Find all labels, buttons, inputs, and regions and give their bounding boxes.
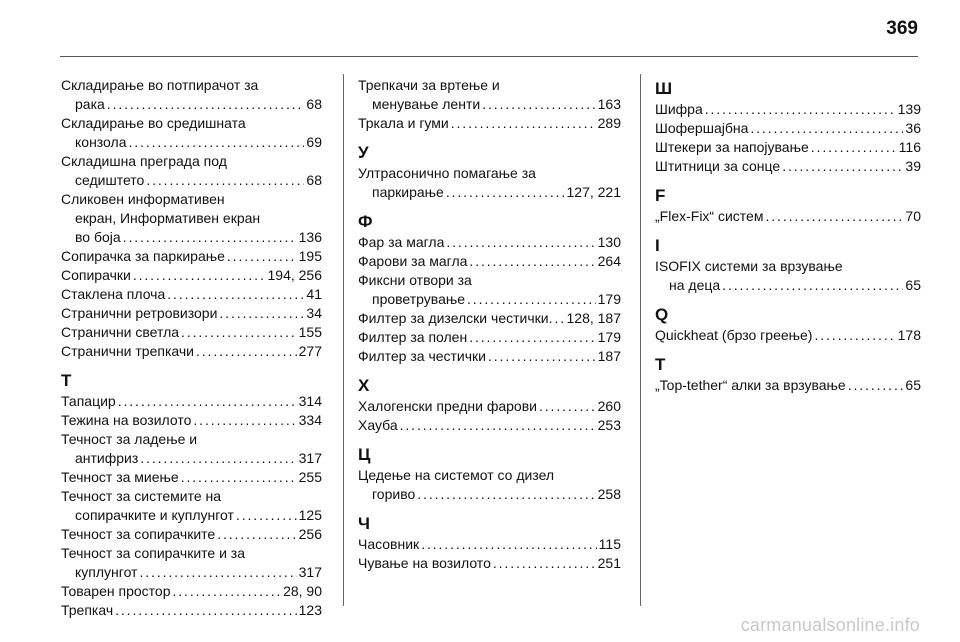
entry-final-line <box>61 468 322 487</box>
entry-text: Тапацир <box>61 393 116 409</box>
page-reference: 163 <box>597 96 621 112</box>
page-reference: 65 <box>905 377 921 393</box>
page-reference: 251 <box>597 555 621 571</box>
dot-leader <box>848 376 904 395</box>
dot-leader <box>167 285 304 304</box>
entry-final-line <box>61 285 322 304</box>
entry-text: конзола <box>75 134 127 150</box>
dot-leader <box>146 171 304 190</box>
dot-leader <box>451 114 596 133</box>
index-entry <box>358 466 621 504</box>
dot-leader <box>140 449 296 468</box>
section-letter: Ш <box>655 79 673 98</box>
entry-text: ISOFIX системи за врзување <box>655 258 843 274</box>
entry-text: Трепкач <box>61 602 114 618</box>
index-entry <box>61 247 322 266</box>
entry-final-line <box>61 563 322 582</box>
page-reference: 65 <box>905 277 921 293</box>
index-entry <box>358 347 621 366</box>
index-entry <box>655 207 921 226</box>
page-reference: 115 <box>598 536 621 552</box>
index-entry <box>358 397 621 416</box>
dot-leader <box>115 601 297 620</box>
section-letter: Х <box>358 376 370 395</box>
entry-final-line <box>61 304 322 323</box>
entry-final-line <box>358 485 621 504</box>
entry-text: Фиксни отвори за <box>358 272 472 288</box>
index-entry <box>61 544 322 582</box>
page-reference: 277 <box>298 343 322 359</box>
entry-final-line <box>61 95 322 114</box>
watermark: carmanualsonline.info <box>740 615 920 635</box>
entry-final-line <box>61 506 322 525</box>
page-reference: 260 <box>597 398 621 414</box>
page-reference: 314 <box>298 393 322 409</box>
dot-leader <box>129 133 305 152</box>
entry-text: Товарен простор <box>61 583 171 599</box>
index-entry <box>61 430 322 468</box>
page-reference: 130 <box>597 234 621 250</box>
entry-final-line <box>358 554 621 573</box>
entry-text: Цедење на системот со дизел <box>358 467 555 483</box>
page-reference: 317 <box>298 564 322 580</box>
entry-text: Шофершајбна <box>655 120 749 136</box>
entry-final-line <box>655 207 921 226</box>
entry-text: Сопирачка за паркирање <box>61 248 225 264</box>
index-entry <box>61 392 322 411</box>
page-reference: 69 <box>306 134 322 150</box>
header-rule <box>60 56 918 57</box>
dot-leader <box>217 525 296 544</box>
entry-text: Стаклена плоча <box>61 286 166 302</box>
entry-final-line <box>61 228 322 247</box>
entry-text: Хауба <box>358 417 398 433</box>
entry-text: Течност за миење <box>61 469 179 485</box>
index-entry <box>655 326 921 345</box>
entry-text: седиштето <box>75 172 145 188</box>
entry-final-line <box>358 290 621 309</box>
entry-text: Филтер за полен <box>358 329 468 345</box>
page-reference: 187 <box>597 348 621 364</box>
page-reference: 28, 90 <box>283 583 322 599</box>
dot-leader <box>705 100 896 119</box>
entry-text: гориво <box>372 486 416 502</box>
entry-final-line <box>61 266 322 285</box>
index-entry <box>61 487 322 525</box>
entry-text: Странични трепкачи <box>61 343 194 359</box>
index-column-2 <box>358 76 621 573</box>
dot-leader <box>107 95 305 114</box>
entry-text: Шифра <box>655 101 703 117</box>
dot-leader <box>467 290 596 309</box>
entry-final-line <box>358 114 621 133</box>
entry-final-line <box>358 347 621 366</box>
entry-text: сопирачките и куплунгот <box>75 507 234 523</box>
section-letter: F <box>655 186 666 205</box>
index-entry <box>61 582 322 601</box>
dot-leader <box>446 233 595 252</box>
entry-text: Сопирачки <box>61 267 131 283</box>
page-reference: 334 <box>298 412 322 428</box>
page-reference: 179 <box>597 291 621 307</box>
page-reference: 70 <box>905 208 921 224</box>
dot-leader <box>133 266 266 285</box>
section-letter: Q <box>655 305 669 324</box>
section-letter: Ф <box>358 212 373 231</box>
dot-leader <box>219 304 304 323</box>
page-reference: 39 <box>905 158 921 174</box>
dot-leader <box>400 416 596 435</box>
index-entry <box>358 554 621 573</box>
index-entry <box>358 114 621 133</box>
dot-leader <box>811 138 897 157</box>
dot-leader <box>469 252 595 271</box>
entry-text: Часовник <box>358 536 420 552</box>
entry-final-line <box>61 392 322 411</box>
index-entry <box>61 468 322 487</box>
entry-text: антифриз <box>75 450 139 466</box>
dot-leader <box>488 347 596 366</box>
page-reference: 253 <box>597 417 621 433</box>
page-reference: 256 <box>298 526 322 542</box>
column-divider <box>343 74 344 606</box>
entry-final-line <box>358 252 621 271</box>
index-entry <box>61 342 322 361</box>
section-letter: Ц <box>358 445 371 464</box>
entry-text: на деца <box>669 277 721 293</box>
index-entry <box>61 114 322 152</box>
entry-final-line <box>61 525 322 544</box>
entry-final-line <box>358 535 621 554</box>
index-entry <box>655 376 921 395</box>
index-entry <box>358 233 621 252</box>
entry-text: Чување на возилото <box>358 555 491 571</box>
entry-final-line <box>358 233 621 252</box>
index-entry <box>655 100 921 119</box>
index-entry <box>358 76 621 114</box>
dot-leader <box>554 309 564 328</box>
page-reference: 136 <box>298 229 322 245</box>
index-entry <box>655 157 921 176</box>
entry-text: Ултрасонично помагање за <box>358 165 536 181</box>
dot-leader <box>227 247 297 266</box>
dot-leader <box>750 119 903 138</box>
dot-leader <box>782 157 903 176</box>
page-reference: 41 <box>306 286 322 302</box>
page-reference: 116 <box>898 139 921 155</box>
page-reference: 125 <box>298 507 322 523</box>
entry-text: Течност за ладење и <box>61 431 198 447</box>
entry-text: Трепкачи за вртење и <box>358 77 500 93</box>
page-reference: 127, 221 <box>566 184 621 200</box>
dot-leader <box>765 207 903 226</box>
index-entry <box>655 257 921 295</box>
dot-leader <box>181 323 297 342</box>
dot-leader <box>139 563 296 582</box>
entry-final-line <box>655 119 921 138</box>
entry-text: екран, Информативен екран <box>75 210 261 226</box>
entry-final-line <box>61 582 322 601</box>
page-reference: 194, 256 <box>267 267 322 283</box>
entry-text: куплунгот <box>75 564 138 580</box>
page-reference: 155 <box>298 324 322 340</box>
entry-text: во боја <box>75 229 121 245</box>
entry-text: Течност за сопирачките <box>61 526 216 542</box>
index-entry <box>358 535 621 554</box>
entry-text: Филтер за честички <box>358 348 486 364</box>
section-letter: Ч <box>358 514 370 533</box>
page-number: 369 <box>886 18 918 39</box>
page-reference: 68 <box>306 96 322 112</box>
page-reference: 195 <box>298 248 322 264</box>
entry-final-line <box>61 247 322 266</box>
index-entry <box>61 152 322 190</box>
index-column-1 <box>61 76 322 620</box>
dot-leader <box>193 411 296 430</box>
page-reference: 139 <box>897 101 921 117</box>
page-reference: 258 <box>597 486 621 502</box>
index-entry <box>358 271 621 309</box>
index-entry <box>358 164 621 202</box>
section-letter: У <box>358 143 369 162</box>
entry-final-line <box>61 133 322 152</box>
page-reference: 255 <box>298 469 322 485</box>
entry-final-line <box>655 376 921 395</box>
dot-leader <box>539 397 596 416</box>
index-entry <box>61 266 322 285</box>
section-letter: I <box>655 236 660 255</box>
index-entry <box>61 411 322 430</box>
page-reference: 34 <box>306 305 322 321</box>
entry-final-line <box>61 342 322 361</box>
entry-text: „Flex-Fix“ систем <box>655 208 764 224</box>
entry-text: Складишна преграда под <box>61 153 227 169</box>
entry-final-line <box>61 411 322 430</box>
entry-final-line <box>655 100 921 119</box>
dot-leader <box>421 535 596 554</box>
entry-text: Тежина на возилото <box>61 412 192 428</box>
entry-final-line <box>358 328 621 347</box>
page-reference: 36 <box>905 120 921 136</box>
entry-text: Складирање во потпирачот за <box>61 77 259 93</box>
index-entry <box>61 601 322 620</box>
entry-text: Течност за системите на <box>61 488 222 504</box>
index-column-3 <box>655 76 921 395</box>
entry-text: Халогенски предни фарови <box>358 398 537 414</box>
dot-leader <box>417 485 595 504</box>
index-entry <box>358 309 621 328</box>
entry-final-line <box>358 95 621 114</box>
entry-final-line <box>358 309 621 328</box>
entry-text: Сликовен информативен <box>61 191 225 207</box>
dot-leader <box>196 342 297 361</box>
entry-text: Штекери за напојување <box>655 139 809 155</box>
entry-final-line <box>61 449 322 468</box>
entry-final-line <box>61 171 322 190</box>
entry-text: Тркала и гуми <box>358 115 449 131</box>
section-letter: T <box>655 355 666 374</box>
dot-leader <box>181 468 297 487</box>
entry-final-line <box>358 416 621 435</box>
entry-text: Штитници за сонце <box>655 158 781 174</box>
index-entry <box>358 252 621 271</box>
dot-leader <box>493 554 596 573</box>
page-reference: 68 <box>306 172 322 188</box>
index-entry <box>358 328 621 347</box>
dot-leader <box>172 582 281 601</box>
section-letter: Т <box>61 371 72 390</box>
entry-final-line <box>655 276 921 295</box>
index-entry <box>61 76 322 114</box>
page-reference: 128, 187 <box>566 310 621 326</box>
dot-leader <box>722 276 903 295</box>
entry-text: проветрување <box>372 291 466 307</box>
entry-text: Филтер за дизелски честички. <box>358 310 553 326</box>
column-divider <box>640 74 641 606</box>
page-reference: 178 <box>897 327 921 343</box>
entry-final-line <box>61 601 322 620</box>
entry-text: Quickheat (брзо греење) <box>655 327 813 343</box>
dot-leader <box>118 392 297 411</box>
index-entry <box>61 323 322 342</box>
entry-text: „Top-tether“ алки за врзување <box>655 377 846 393</box>
dot-leader <box>446 183 565 202</box>
page-reference: 289 <box>597 115 621 131</box>
dot-leader <box>236 506 297 525</box>
dot-leader <box>482 95 595 114</box>
entry-final-line <box>655 138 921 157</box>
entry-text: менување ленти <box>372 96 481 112</box>
entry-text: Складирање во средишната <box>61 115 246 131</box>
index-entry <box>655 119 921 138</box>
entry-final-line <box>61 323 322 342</box>
page-reference: 179 <box>597 329 621 345</box>
entry-text: Фарови за магла <box>358 253 468 269</box>
index-entry <box>61 190 322 247</box>
index-entry <box>61 285 322 304</box>
dot-leader <box>814 326 895 345</box>
entry-final-line <box>655 326 921 345</box>
entry-final-line <box>358 183 621 202</box>
entry-final-line <box>655 157 921 176</box>
page-reference: 317 <box>298 450 322 466</box>
index-entry <box>655 138 921 157</box>
entry-text: паркирање <box>372 184 444 200</box>
entry-final-line <box>358 397 621 416</box>
index-entry <box>358 416 621 435</box>
entry-text: Странични ретровизори <box>61 305 218 321</box>
page-reference: 264 <box>597 253 621 269</box>
dot-leader <box>123 228 297 247</box>
index-entry <box>61 525 322 544</box>
entry-text: рака <box>75 96 105 112</box>
entry-text: Течност за сопирачките и за <box>61 545 245 561</box>
dot-leader <box>469 328 595 347</box>
entry-text: Фар за магла <box>358 234 445 250</box>
page-reference: 123 <box>298 602 322 618</box>
entry-text: Странични светла <box>61 324 180 340</box>
index-entry <box>61 304 322 323</box>
